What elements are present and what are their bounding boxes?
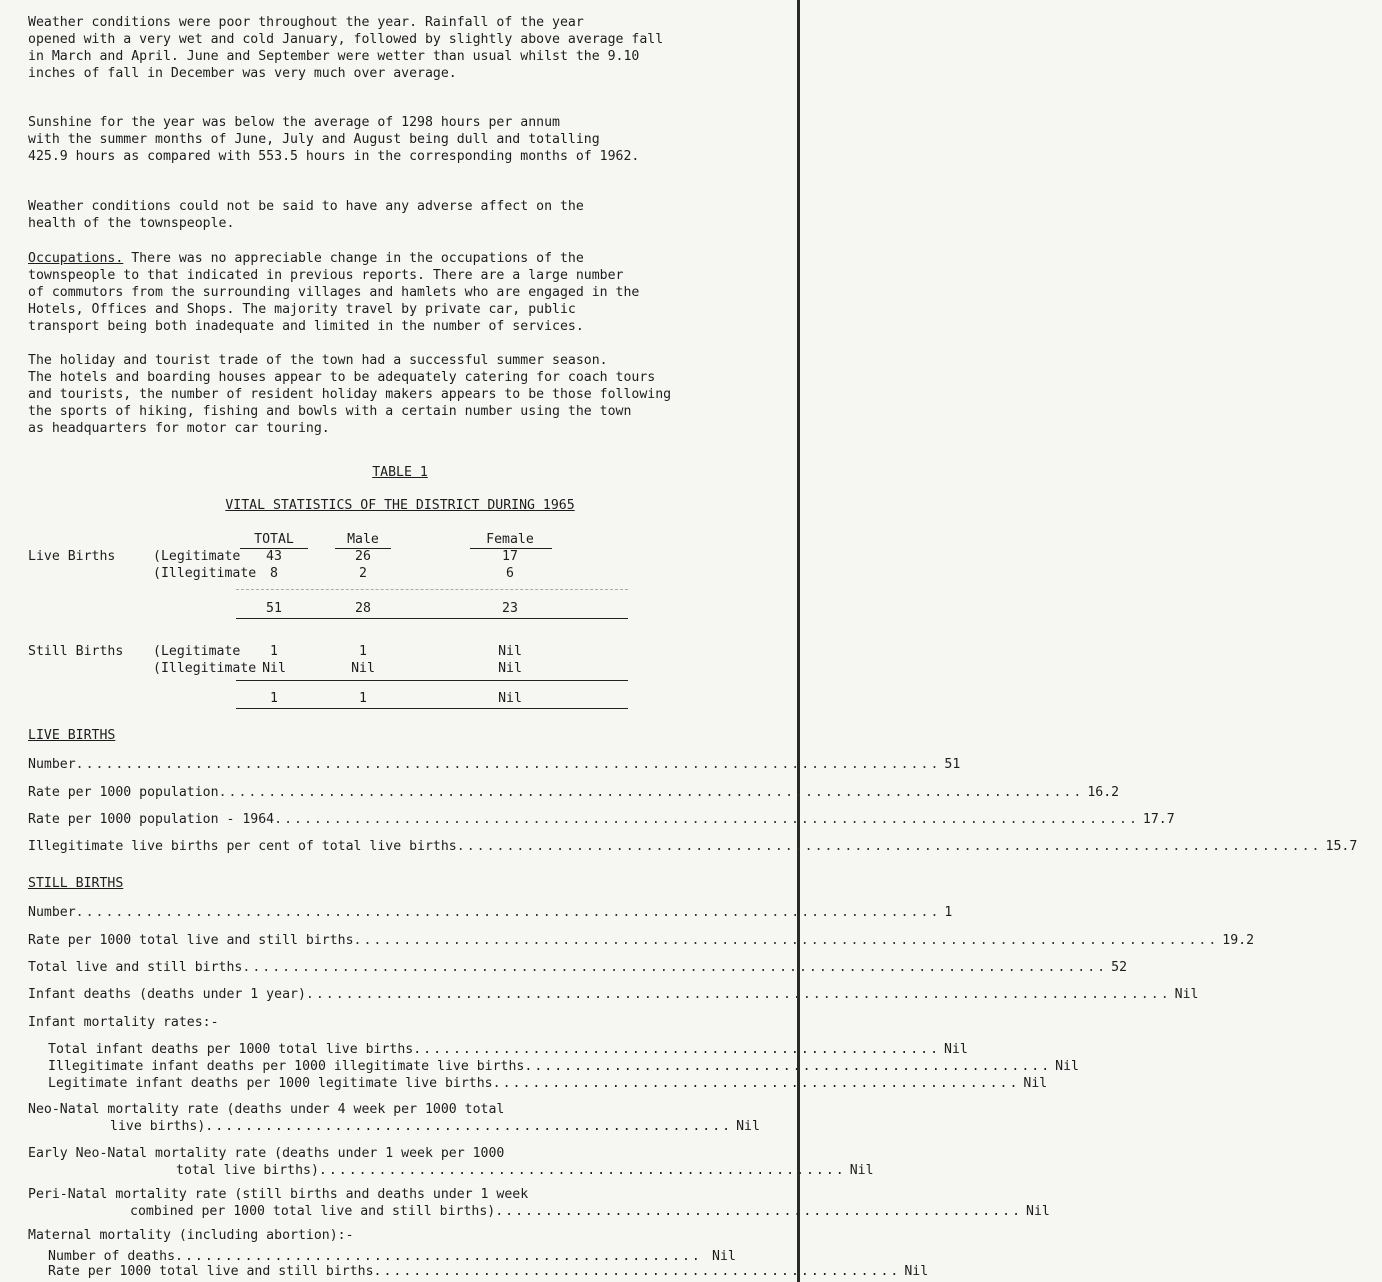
table-title: VITAL STATISTICS OF THE DISTRICT DURING 1965 <box>225 498 575 513</box>
leader-dots: ..................................................... <box>373 1264 901 1279</box>
table-label: TABLE 1 <box>372 465 428 480</box>
stat-value: Nil <box>849 1163 874 1178</box>
live-illegit-male: 2 <box>359 566 367 581</box>
stat-value: 52 <box>1111 960 1128 975</box>
maternal-rate <box>48 1263 929 1280</box>
leader-dots: ....................................................................................... <box>75 905 941 920</box>
occupations-lead-line <box>28 250 788 267</box>
infant-mortality-label: Infant mortality rates:- <box>28 1015 219 1030</box>
stat-value: Nil <box>712 1249 736 1264</box>
live-total-male: 28 <box>355 601 371 616</box>
stat-label: Rate per 1000 total live and still births <box>48 1264 374 1279</box>
stat-label: Illegitimate infant deaths per 1000 illegitimate live births <box>48 1059 525 1074</box>
stat-label: Total live and still births <box>28 960 243 975</box>
leader-dots: ....................................................................................... <box>75 757 941 772</box>
leader-dots: ....................................................................................... <box>305 987 1171 1002</box>
leader-dots: ....................................................................................... <box>218 785 1084 800</box>
stat-label: Infant deaths (deaths under 1 year) <box>28 987 306 1002</box>
leader-dots: ....................................................................................... <box>242 960 1108 975</box>
col-header-male: Male <box>347 532 379 547</box>
stat-value: Nil <box>904 1264 929 1279</box>
stat-row-live-number <box>28 756 961 773</box>
live-births-heading: LIVE BIRTHS <box>28 728 116 743</box>
stat-row-total-births <box>28 959 1128 976</box>
stat-value: 51 <box>944 757 961 772</box>
stat-value: Nil <box>1174 987 1199 1002</box>
stat-row-still-number <box>28 904 953 921</box>
stat-label: Rate per 1000 total live and still births <box>28 933 354 948</box>
still-births-heading: STILL BIRTHS <box>28 876 124 891</box>
still-total-male: 1 <box>359 691 367 706</box>
live-total-total: 51 <box>266 601 282 616</box>
live-total-female: 23 <box>502 601 518 616</box>
stat-label: Total infant deaths per 1000 total live births <box>48 1042 414 1057</box>
sunshine-paragraph: Sunshine for the year was below the average of 1298 hours per annum with the summer months of June, July and August being dull and totalling 425.9 hours as compared with 553.5 hours in the corresponding months of 1962. <box>28 115 640 164</box>
stat-row-illegitimate-percent <box>28 838 1358 855</box>
stat-value: Nil <box>1026 1204 1050 1219</box>
still-illegit-female: Nil <box>498 661 522 676</box>
leader-dots: ..................................................... <box>205 1119 733 1134</box>
live-illegit-female: 6 <box>506 566 514 581</box>
leader-dots: ....................................................................................... <box>274 812 1139 827</box>
still-legit-total: 1 <box>270 644 278 659</box>
still-total-total: 1 <box>270 691 278 706</box>
health-paragraph: Weather conditions could not be said to have any adverse affect on the health of the townspeople. <box>28 199 584 231</box>
live-total-rule <box>236 618 628 619</box>
stat-label: Number <box>28 757 76 772</box>
occupations-paragraph: townspeople to that indicated in previous reports. There are a large number of commutors from the surrounding villages and hamlets who are engaged in the Hotels, Offices and Shops. The majority travel by private car, public transport being both inadequate and limited in the number of services. <box>28 268 640 334</box>
stat-value: 19.2 <box>1222 933 1255 948</box>
stat-value: Nil <box>736 1119 760 1134</box>
stat-value: 15.7 <box>1325 839 1358 854</box>
early-neo-natal-line-1: Early Neo-Natal mortality rate (deaths under 1 week per 1000 <box>28 1146 505 1161</box>
stat-value: 17.7 <box>1142 812 1175 827</box>
live-illegit-total: 8 <box>270 566 278 581</box>
stat-label: Illegitimate live births per cent of total live births <box>28 839 457 854</box>
still-subtotal-rule <box>236 680 628 681</box>
live-births-label: Live Births <box>28 549 116 564</box>
stat-value: Nil <box>1023 1076 1048 1091</box>
stat-value: Nil <box>1055 1059 1079 1074</box>
stat-label: Number of deaths <box>48 1249 176 1264</box>
leader-dots: ..................................................... <box>318 1163 846 1178</box>
still-births-label: Still Births <box>28 644 124 659</box>
leader-dots: ....................................................................................... <box>456 839 1322 854</box>
leader-dots: ..................................................... <box>524 1059 1052 1074</box>
still-legit-male: 1 <box>359 644 367 659</box>
live-legit-male: 26 <box>355 549 371 564</box>
leader-dots: ..................................................... <box>413 1042 941 1057</box>
still-total-rule <box>236 708 628 709</box>
live-legit-total: 43 <box>266 549 282 564</box>
peri-natal-rate <box>130 1203 1050 1220</box>
illegitimate-label: (Illegitimate <box>153 566 257 581</box>
live-subtotal-rule <box>236 589 628 590</box>
leader-dots: ..................................................... <box>492 1076 1020 1091</box>
stat-value: Nil <box>944 1042 968 1057</box>
leader-dots: ..................................................... <box>495 1204 1023 1219</box>
peri-natal-line-1: Peri-Natal mortality rate (still births and deaths under 1 week <box>28 1187 529 1202</box>
neo-natal-rate <box>110 1118 768 1135</box>
neo-natal-line-1: Neo-Natal mortality rate (deaths under 4 week per 1000 total <box>28 1102 505 1117</box>
infant-rate-total <box>48 1041 968 1058</box>
stat-row-infant-deaths <box>28 986 1199 1003</box>
leader-dots: ..................................................... <box>175 1249 702 1264</box>
stat-row-live-rate-1964 <box>28 811 1175 828</box>
still-illegit-male: Nil <box>351 661 375 676</box>
stat-row-still-rate <box>28 932 1255 949</box>
live-legit-female: 17 <box>502 549 518 564</box>
stat-value: 1 <box>944 905 953 920</box>
stat-label: Number <box>28 905 76 920</box>
col-header-total: TOTAL <box>254 532 294 547</box>
tourism-paragraph: The holiday and tourist trade of the town had a successful summer season. The hotels and boarding houses appear to be adequately catering for coach tours and tourists, the number of resident holiday makers appears to be those following the sports of hiking, fishing and bowls with a certain number using the town as headquarters for motor car touring. <box>28 353 672 436</box>
occupations-lead-text: There was no appreciable change in the occupations of the <box>123 251 584 266</box>
early-neo-natal-rate <box>176 1162 874 1179</box>
weather-paragraph: Weather conditions were poor throughout the year. Rainfall of the year opened with a very wet and cold January, followed by slightly above average fall in March and April. June and September were wetter than usual whilst the 9.10 inches of fall in December was very much over average. <box>28 15 664 81</box>
stat-label: Rate per 1000 population <box>28 785 219 800</box>
leader-dots: ....................................................................................... <box>353 933 1219 948</box>
still-illegit-total: Nil <box>262 661 286 676</box>
still-legit-female: Nil <box>498 644 522 659</box>
stat-label: total live births) <box>176 1163 319 1178</box>
stat-label: Rate per 1000 population - 1964 <box>28 812 275 827</box>
stat-label: live births) <box>110 1119 206 1134</box>
infant-rate-illegitimate <box>48 1058 1079 1075</box>
maternal-mortality-label: Maternal mortality (including abortion):- <box>28 1228 354 1243</box>
stat-value: 16.2 <box>1087 785 1120 800</box>
still-illegitimate-label: (Illegitimate <box>153 661 257 676</box>
col-header-female: Female <box>486 532 534 547</box>
occupations-heading: Occupations. <box>28 251 124 266</box>
stat-row-live-rate <box>28 784 1120 801</box>
stat-label: combined per 1000 total live and still births) <box>130 1204 496 1219</box>
still-legitimate-label: (Legitimate <box>153 644 241 659</box>
legitimate-label: (Legitimate <box>153 549 241 564</box>
still-total-female: Nil <box>498 691 522 706</box>
stat-label: Legitimate infant deaths per 1000 legitimate live births <box>48 1076 493 1091</box>
infant-rate-legitimate <box>48 1075 1048 1092</box>
